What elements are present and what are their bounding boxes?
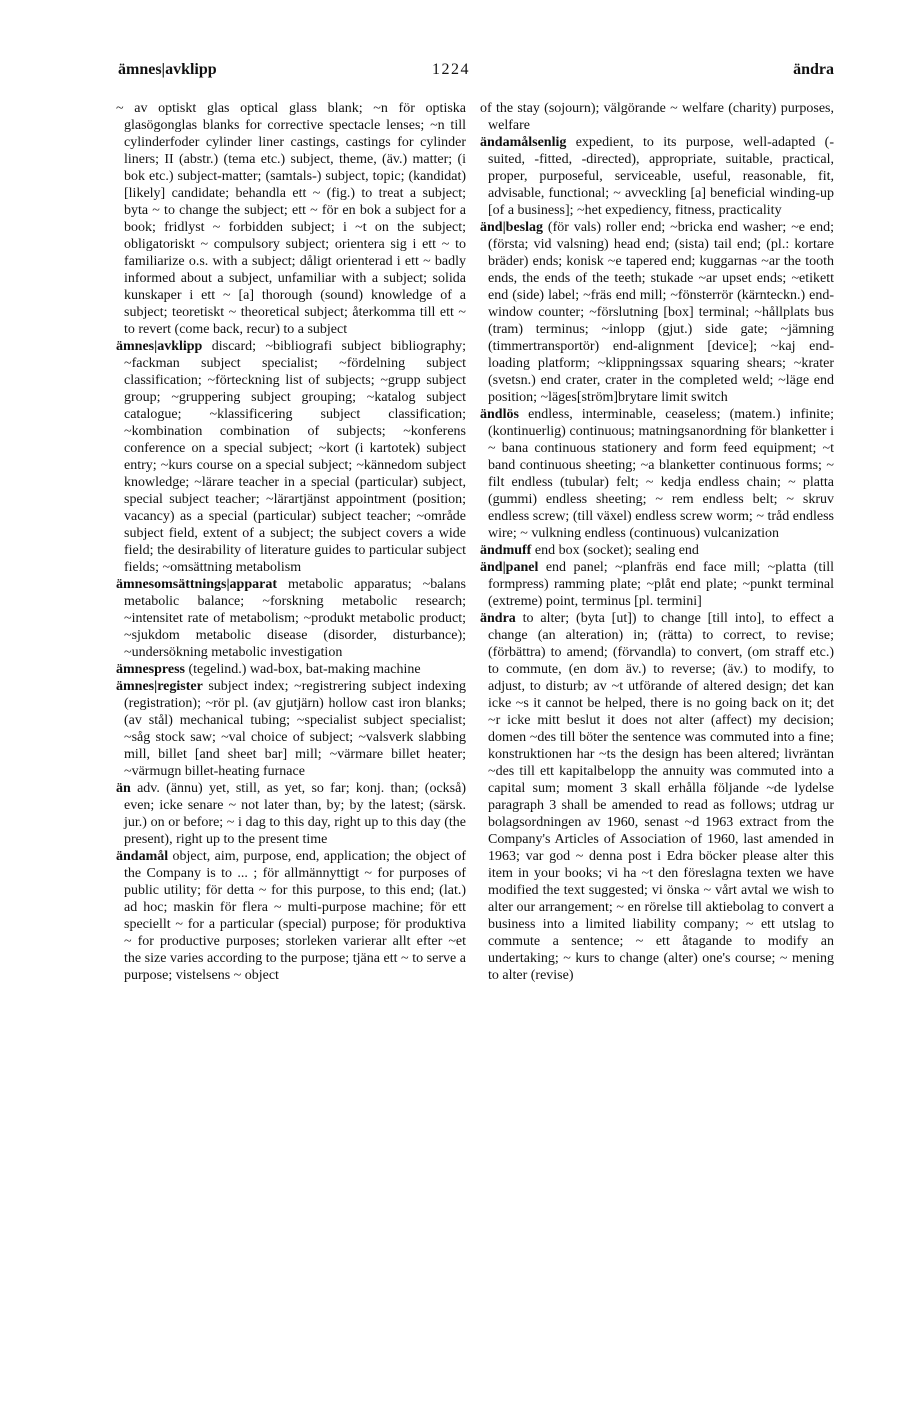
entry-headword: ändamålsenlig — [480, 135, 567, 150]
entry-definition: (tegelind.) wad-box, bat-making machine — [188, 662, 421, 677]
header-right-guide-word: ändra — [793, 61, 834, 78]
dictionary-entry — [480, 610, 834, 984]
entry-definition: adv. (ännu) yet, still, as yet, so far; konj. than; (också) even; icke senare ~ not later than, by; by the latest; (särsk. jur.) on or before; ~ i dag to this day, right up to this day (the present), right up to the present time — [124, 781, 466, 847]
dictionary-entry — [480, 559, 834, 610]
dictionary-entry — [116, 661, 466, 678]
entry-definition: subject index; ~registrering subject indexing (registration); ~rör pl. (av gjutjärn) hollow cast iron blanks; (av stål) mechanical tubing; ~specialist subject specialist; ~såg stock saw; ~val choice of subject; ~valsverk slabbing mill, billet [and sheet bar] mill; ~värmare billet heater; ~värmugn billet-heating furnace — [124, 679, 466, 779]
page-number: 1224 — [432, 61, 470, 78]
entry-headword: änd|panel — [480, 560, 539, 575]
entry-definition: expedient, to its purpose, well-adapted (-suited, -fitted, -directed), appropriate, suitable, practical, proper, purposeful, serviceable, useful, reasonable, fit, advisable, functional; ~ avveckling [a] beneficial winding-up [of a business]; ~het expediency, fitness, practicality — [488, 135, 834, 218]
entry-headword: ändamål — [116, 849, 169, 864]
dictionary-entry — [480, 219, 834, 406]
left-column — [116, 100, 466, 984]
dictionary-entry — [480, 134, 834, 219]
right-column — [480, 100, 834, 984]
entry-definition: end panel; ~planfräs end face mill; ~platta (till formpress) ramming plate; ~plåt end plate; ~punkt terminal (extreme) point, terminus [pl. termini] — [488, 560, 834, 609]
entry-headword: ändmuff — [480, 543, 532, 558]
entry-definition: ~ av optiskt glas optical glass blank; ~n för optiska glasögonglas blanks for corrective spectacle lenses; ~n till cylinderfoder cylinder liner castings, castings for cylinder liners; II (abstr.) (tema etc.) subject, theme, (äv.) matter; (i bok etc.) subject-matter; (samtals-) subject, topic; (kandidat) [likely] candidate; behandla ett ~ (fig.) to treat a subject; byta ~ to change the subject; ett ~ för en bok a subject for a book; fridlyst ~ forbidden subject; i ~t on the subject; obligatoriskt ~ compulsory subject; orientera sig i ett ~ to familiarize o.s. with a subject; dåligt orienterad i ett ~ badly informed about a subject, unfamiliar with a subject; solida kunskaper i ett ~ [a] thorough (sound) knowledge of a subject; teoretiskt ~ theoretical subject; återkomma till ett ~ to revert (come back, recur) to a subject — [116, 101, 466, 337]
entry-headword: ämnes|avklipp — [116, 339, 203, 354]
dictionary-entry — [116, 780, 466, 848]
dictionary-entry — [480, 406, 834, 542]
entry-definition: endless, interminable, ceaseless; (matem.) infinite; (kontinuerlig) continuous; matningsanordning för blanketter i ~ bana continuous stationery and form feed equipment; ~t band continuous sheeting; ~a blanketter continuous forms; ~ filt endless (tubular) felt; ~ kedja endless chain; ~ platta (gummi) endless sheeting; ~ rem endless belt; ~ skruv endless screw; (till växel) endless screw worm; ~ tråd endless wire; ~ vulkning endless (continuous) vulcanization — [488, 407, 835, 541]
entry-headword: änd|beslag — [480, 220, 543, 235]
header-left-guide-word: ämnes|avklipp — [118, 61, 217, 78]
dictionary-entry — [116, 338, 466, 576]
entry-headword: ämnes|register — [116, 679, 203, 694]
dictionary-entry — [480, 542, 834, 559]
entry-definition: (för vals) roller end; ~bricka end washer; ~e end; (första; vid valsning) head end; (sista) tail end; (pl.: kortare bräder) ends; konisk ~e tapered end; kuggarnas ~ar the tooth ends, the ends of the teeth; stukade ~ar upset ends; ~etikett end (side) label; ~fräs end mill; ~fönsterrör (kärnteckn.) end-window counter; ~förslutning [box] terminal; ~hållplats bus (tram) terminus; ~inlopp (gjut.) side gate; ~jämning (timmertransportör) end-alignment [device]; ~kaj end-loading platform; ~klippningssax squaring shears; ~krater (svetsn.) end crater, crater in the completed weld; ~läge end position; ~läges[ström]brytare limit switch — [488, 220, 835, 405]
entry-headword: ämnespress — [116, 662, 185, 677]
dictionary-entry — [116, 678, 466, 780]
entry-headword: än — [116, 781, 131, 796]
dictionary-entry — [480, 100, 834, 134]
dictionary-entry — [116, 576, 466, 661]
entry-headword: ämnesomsättnings|apparat — [116, 577, 277, 592]
entry-definition: discard; ~bibliografi subject bibliography; ~fackman subject specialist; ~fördelning subject classification; ~förteckning list of subjects; ~grupp subject group; ~gruppering subject grouping; ~katalog subject catalogue; ~klassificering subject classification; ~kombination combination of subjects; ~konferens conference on a special subject; ~kort (i kartotek) subject entry; ~kurs course on a special subject; ~kännedom subject knowledge; ~lärare teacher in a special (particular) subject, special subject teacher; ~lärartjänst appointment (position; vacancy) as a special (particular) subject teacher; ~område subject field, extent of a subject; the subject covers a wide field; the desirability of literature guides to particular subject fields; ~omsättning metabolism — [124, 339, 467, 575]
entry-definition: object, aim, purpose, end, application; the object of the Company is to ... ; för allmännyttigt ~ for purposes of public utility; för detta ~ for this purpose, to this end; (lat.) ad hoc; maskin för flera ~ multi-purpose machine; för ett speciellt ~ for a particular (special) purpose; för produktiva ~ for productive purposes; storleken varierar allt efter ~et the size varies according to the purpose; tjäna ett ~ to serve a purpose; vistelsens ~ object — [124, 849, 466, 983]
entry-headword: ändra — [480, 611, 516, 626]
dictionary-entry — [116, 100, 466, 338]
entry-definition: end box (socket); sealing end — [534, 543, 699, 558]
entry-definition: metabolic apparatus; ~balans metabolic balance; ~forskning metabolic research; ~intensitet rate of metabolism; ~produkt metabolic product; ~sjukdom metabolic disease (disorder, disturbance); ~undersökning metabolic investigation — [124, 577, 467, 660]
entry-headword: ändlös — [480, 407, 519, 422]
entry-definition: to alter; (byta [ut]) to change [till into], to effect a change (an alteration) in; (rätta) to correct, to revise; (förbättra) to amend; (förvandla) to convert, (om straff etc.) to commute, (en dom äv.) to reverse; (äv.) to modify, to adjust, to disturb; av ~t utförande of altered design; det kan icke ~s it cannot be helped, there is no going back on it; det ~r icke mitt beslut it does not alter (affect) my decision; domen ~des till böter the sentence was commuted into a fine; konstruktionen har ~ts the design has been altered; livräntan ~des till ett kapitalbelopp the annuity was commuted into a capital sum; moment 3 skall erhålla följande ~de lydelse paragraph 3 shall be amended to read as follows; utdrag ur bolagsordningen av 1960, senast ~d 1963 extract from the Company's Articles of Association of 1960, last amended in 1963; var god ~ denna post i Edra böcker please alter this item in your books; vi ha ~t den föreslagna texten we have modified the text suggested; vi önska ~ vårt avtal we wish to alter our arrangement; ~ en rörelse till aktiebolag to convert a business into a limited liability company; ~ ett utslag to commute a sentence; ~ ett åtagande to modify an undertaking; ~ kurs to change (alter) one's course; ~ mening to alter (revise) — [488, 611, 834, 983]
dictionary-entry — [116, 848, 466, 984]
entry-definition: of the stay (sojourn); välgörande ~ welfare (charity) purposes, welfare — [480, 101, 834, 133]
